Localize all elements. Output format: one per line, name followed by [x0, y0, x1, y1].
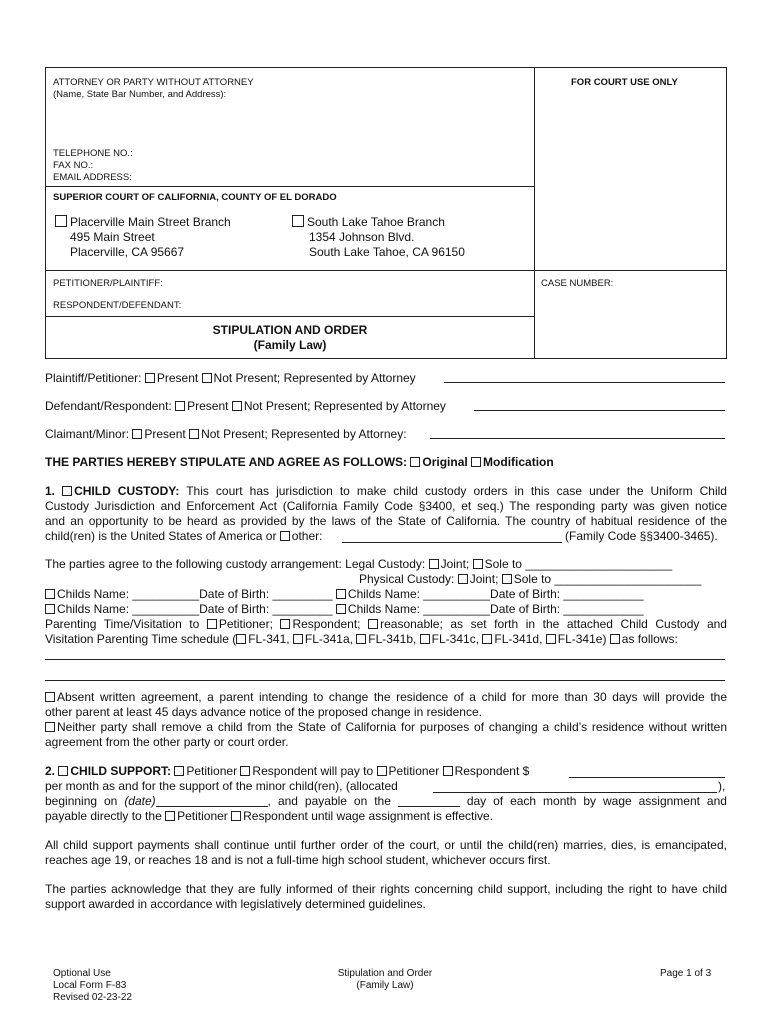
legal-sole-checkbox[interactable] [473, 559, 483, 569]
custody-line-1: 1. CHILD CUSTODY: This court has jurisdiction to make child custody orders in this case under the Uniform Child [45, 484, 727, 498]
absent-agreement-line-1: Absent written agreement, a parent intending to change the residence of a child for more than 30 days will provide the [45, 690, 727, 705]
neither-party-checkbox[interactable] [45, 722, 55, 732]
legal-sole-field[interactable]: ______________________ [525, 557, 673, 571]
fl341d-checkbox[interactable] [482, 634, 492, 644]
payee-respondent-checkbox[interactable] [443, 766, 453, 776]
child-3-dob-field[interactable]: _________ [272, 602, 333, 616]
parenting-time-row: Parenting Time/Visitation to Petitioner; Respondent; reasonable; as set forth in the attached Child Custody and [45, 617, 727, 631]
absent-agreement-line-2: other parent at least 45 days advance notice of the proposed change in residence. [45, 705, 482, 719]
allocation-field[interactable] [433, 779, 717, 793]
legal-joint-checkbox[interactable] [429, 559, 439, 569]
caption-divider-3 [45, 316, 535, 317]
support-line-4: payable directly to the Petitioner Respondent until wage assignment is effective. [45, 809, 494, 823]
as-follows-line-1[interactable] [45, 659, 725, 660]
case-number-label: CASE NUMBER: [541, 278, 614, 289]
claimant-attendance-row: Claimant/Minor: Present Not Present; Represented by Attorney: [45, 427, 407, 441]
acknowledge-line-1: The parties acknowledge that they are fully informed of their rights concerning child support, including the right to have child [45, 882, 727, 896]
allocation-close: ), [718, 779, 726, 793]
child-1-name-field[interactable]: __________ [132, 587, 200, 601]
branch-south-lake-tahoe: South Lake Tahoe Branch 1354 Johnson Blvd. South Lake Tahoe, CA 96150 [292, 215, 465, 260]
support-line-1: 2. CHILD SUPPORT: Petitioner Respondent will pay to Petitioner Respondent $ [45, 764, 530, 778]
child-custody-checkbox[interactable] [62, 486, 72, 496]
payee-petitioner-checkbox[interactable] [377, 766, 387, 776]
child-4-name-field[interactable]: __________ [423, 602, 491, 616]
child-4-checkbox[interactable] [336, 604, 346, 614]
pt-reasonable-checkbox[interactable] [368, 619, 378, 629]
child-support-checkbox[interactable] [58, 766, 68, 776]
court-use-label: FOR COURT USE ONLY [571, 77, 678, 88]
payable-day-field[interactable] [398, 794, 460, 807]
support-line-2: per month as and for the support of the minor child(ren), (allocated [45, 779, 398, 793]
branch-tahoe-checkbox[interactable] [292, 215, 304, 227]
branch-placerville-checkbox[interactable] [55, 215, 67, 227]
email-label: EMAIL ADDRESS: [53, 172, 132, 183]
child-2-dob-field[interactable]: ____________ [563, 587, 644, 601]
direct-petitioner-checkbox[interactable] [165, 811, 175, 821]
defendant-attorney-field[interactable] [474, 396, 725, 411]
direct-respondent-checkbox[interactable] [231, 811, 241, 821]
fl341e-checkbox[interactable] [546, 634, 556, 644]
support-amount-field[interactable] [569, 764, 725, 778]
defendant-not-present-checkbox[interactable] [232, 401, 242, 411]
physical-sole-checkbox[interactable] [502, 574, 512, 584]
footer-page-number: Page 1 of 3 [660, 968, 712, 979]
stipulate-row: THE PARTIES HEREBY STIPULATE AND AGREE AS FOLLOWS: Original Modification [45, 455, 554, 469]
petitioner-label: PETITIONER/PLAINTIFF: [53, 278, 163, 289]
child-2-name-field[interactable]: __________ [423, 587, 491, 601]
child-row-1: Childs Name: __________Date of Birth: _________ Childs Name: __________Date of Birth: ____________ [45, 587, 727, 602]
child-3-checkbox[interactable] [45, 604, 55, 614]
custody-line-2: Custody Jurisdiction and Enforcement Act (California Family Code §3400, et seq.) The responding party was given notice [45, 499, 727, 513]
telephone-label: TELEPHONE NO.: [53, 148, 133, 159]
support-respondent-checkbox[interactable] [240, 766, 250, 776]
other-country-field[interactable] [342, 529, 562, 543]
as-follows-checkbox[interactable] [610, 634, 620, 644]
claimant-present-checkbox[interactable] [132, 429, 142, 439]
neither-party-line-1: Neither party shall remove a child from the State of California for purposes of changing a child’s residence without written [45, 720, 727, 735]
fl341a-checkbox[interactable] [293, 634, 303, 644]
child-1-checkbox[interactable] [45, 589, 55, 599]
branch-placerville: Placerville Main Street Branch 495 Main Street Placerville, CA 95667 [55, 215, 231, 260]
visitation-schedule-row: Visitation Parenting Time schedule ( FL-341, FL-341a, FL-341b, FL-341c, FL-341d, FL-341e) as follows: [45, 632, 678, 646]
child-4-dob-field[interactable]: ____________ [563, 602, 644, 616]
plaintiff-attorney-field[interactable] [444, 368, 725, 383]
physical-custody-row: Physical Custody: Joint; Sole to ______________________ [359, 572, 702, 586]
child-row-2: Childs Name: __________Date of Birth: _________ Childs Name: __________Date of Birth: ____________ [45, 602, 727, 617]
beginning-date-field[interactable] [156, 794, 268, 807]
support-line-3: beginning on (date) , and payable on the day of each month by wage assignment and [45, 794, 727, 808]
acknowledge-line-2: support awarded in accordance with legislatively determined guidelines. [45, 897, 426, 911]
physical-joint-checkbox[interactable] [458, 574, 468, 584]
physical-sole-field[interactable]: ______________________ [554, 572, 702, 586]
respondent-label: RESPONDENT/DEFENDANT: [53, 300, 182, 311]
custody-line-4: child(ren) is the United States of America or other: [45, 529, 323, 543]
support-duration-line-1: All child support payments shall continue until further order of the court, or until the child(ren) marries, dies, is emancipated, [45, 838, 727, 852]
defendant-attendance-row: Defendant/Respondent: Present Not Present; Represented by Attorney [45, 399, 446, 413]
absent-agreement-checkbox[interactable] [45, 692, 55, 702]
fl341c-checkbox[interactable] [420, 634, 430, 644]
child-2-checkbox[interactable] [336, 589, 346, 599]
plaintiff-present-checkbox[interactable] [145, 373, 155, 383]
custody-family-code: (Family Code §§3400-3465). [565, 529, 718, 543]
child-3-name-field[interactable]: __________ [132, 602, 200, 616]
support-duration-line-2: reaches age 19, or reaches 18 and is not a full-time high school student, whichever occurs first. [45, 853, 551, 867]
other-country-checkbox[interactable] [280, 531, 290, 541]
claimant-attorney-field[interactable] [430, 424, 725, 439]
legal-custody-row: The parties agree to the following custody arrangement: Legal Custody: Joint; Sole to ______________________ [45, 557, 673, 571]
as-follows-line-2[interactable] [45, 680, 725, 681]
original-checkbox[interactable] [410, 457, 420, 467]
caption-divider-1 [45, 186, 535, 187]
child-1-dob-field[interactable]: _________ [272, 587, 333, 601]
plaintiff-not-present-checkbox[interactable] [202, 373, 212, 383]
court-name: SUPERIOR COURT OF CALIFORNIA, COUNTY OF EL DORADO [53, 192, 337, 203]
custody-line-3: and an opportunity to be heard as provided by the laws of the State of California. The country of habitual residence of the [45, 514, 727, 528]
support-petitioner-checkbox[interactable] [174, 766, 184, 776]
pt-respondent-checkbox[interactable] [280, 619, 290, 629]
fl341-checkbox[interactable] [236, 634, 246, 644]
pt-petitioner-checkbox[interactable] [207, 619, 217, 629]
defendant-present-checkbox[interactable] [175, 401, 185, 411]
caption-divider-2 [45, 270, 727, 271]
plaintiff-attendance-row: Plaintiff/Petitioner: Present Not Present; Represented by Attorney [45, 371, 416, 385]
footer-form-title: Stipulation and Order (Family Law) [337, 968, 433, 991]
form-title: STIPULATION AND ORDER (Family Law) [212, 323, 368, 352]
attorney-label: ATTORNEY OR PARTY WITHOUT ATTORNEY (Name, State Bar Number, and Address): [53, 77, 254, 100]
neither-party-line-2: agreement from the other party or court order. [45, 735, 289, 749]
modification-checkbox[interactable] [471, 457, 481, 467]
claimant-not-present-checkbox[interactable] [189, 429, 199, 439]
fl341b-checkbox[interactable] [356, 634, 366, 644]
fax-label: FAX NO.: [53, 160, 94, 171]
footer-form-info: Optional Use Local Form F-83 Revised 02-23-22 [53, 968, 132, 1003]
